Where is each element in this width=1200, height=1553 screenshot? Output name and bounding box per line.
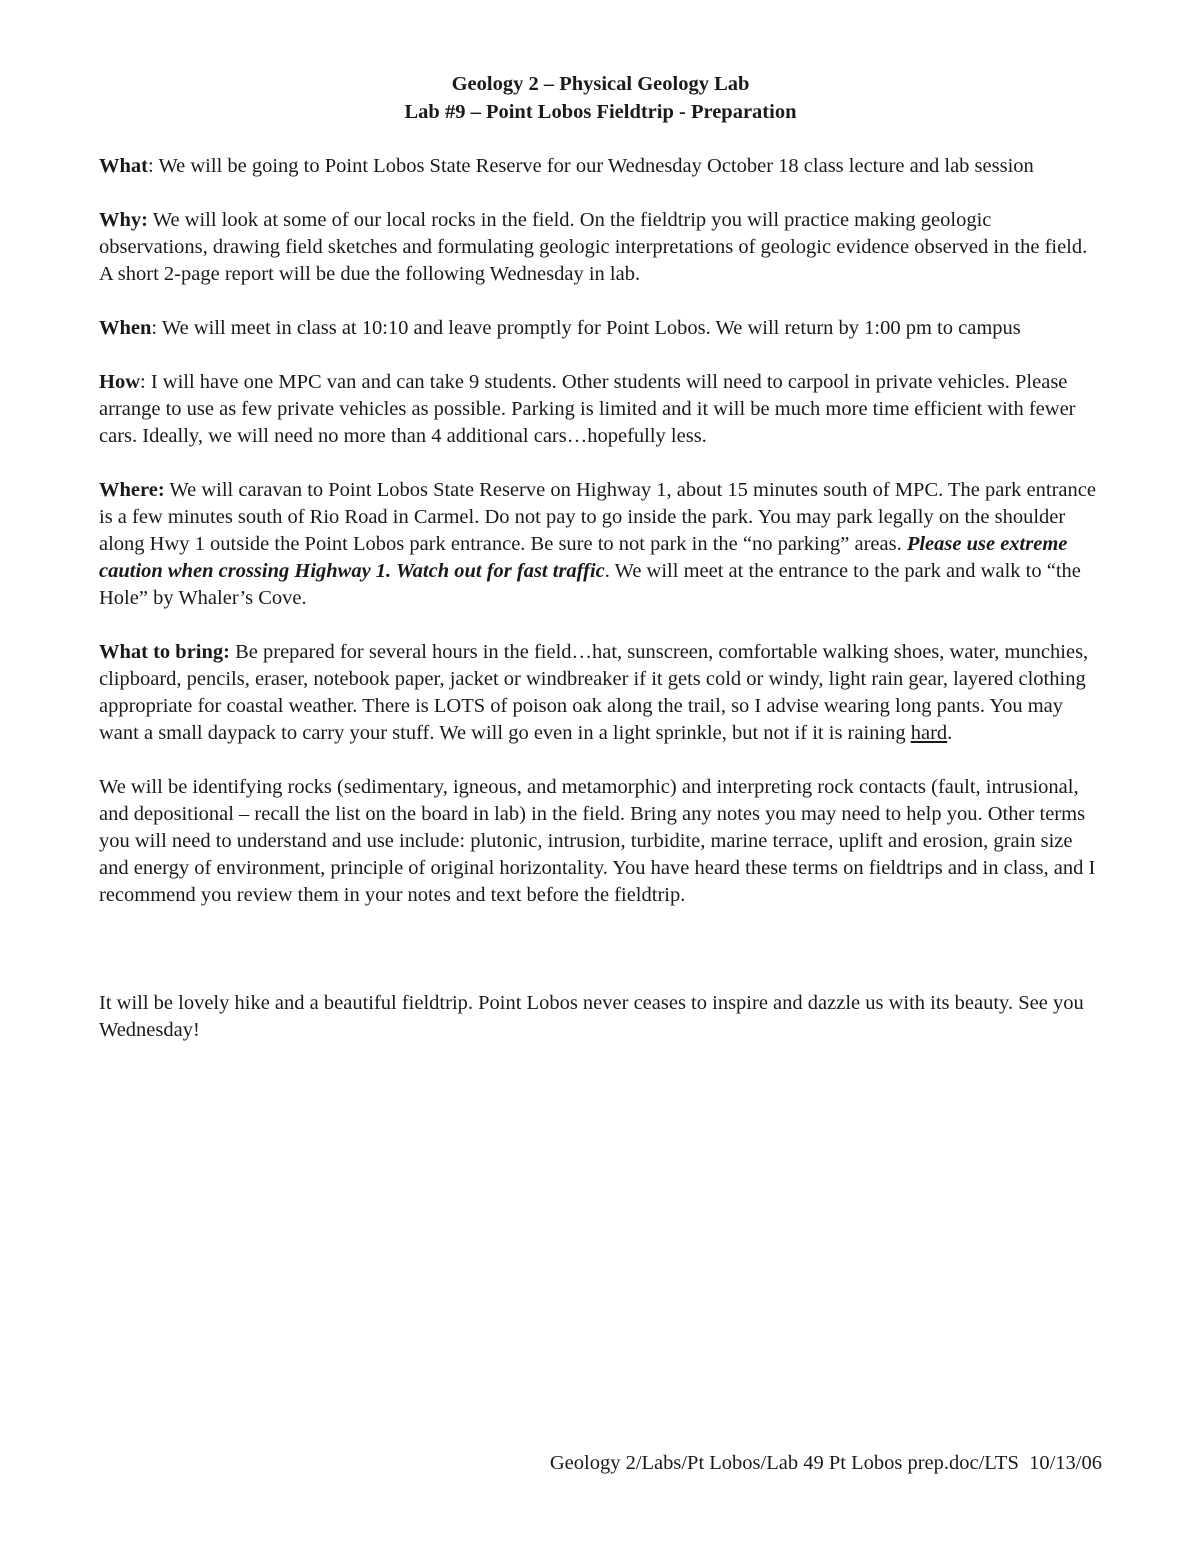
document-footer: Geology 2/Labs/Pt Lobos/Lab 49 Pt Lobos prep.doc/LTS 10/13/06 — [549, 1452, 1102, 1474]
what-label: What — [99, 155, 148, 177]
where-text-after: . We will meet at the entrance to the park and walk to “the Hole” by Whaler’s Cove. — [99, 560, 1081, 609]
how-text: I will have one MPC van and can take 9 students. Other students will need to carpool in private vehicles. Please arrange to use as few private vehicles as possible. Parking is limited and it will be much more time efficient with fewer cars. Ideally, we will need no more than 4 additional cars…hopefully less. — [99, 371, 1076, 447]
why-label: Why: — [99, 209, 148, 231]
where-text-before: We will caravan to Point Lobos State Reserve on Highway 1, about 15 minutes south of MPC. The park entrance is a few minutes south of Rio Road in Carmel. Do not pay to go inside the park. You may park legally on the shoulder along Hwy 1 outside the Point Lobos park entrance. Be sure to not park in the “no parking” areas. — [99, 479, 1096, 555]
bring-underlined-word: hard — [910, 722, 948, 744]
where-label: Where: — [99, 479, 165, 501]
why-paragraph — [99, 207, 1102, 288]
closing-paragraph: It will be lovely hike and a beautiful fieldtrip. Point Lobos never ceases to inspire and dazzle us with its beauty. See you Wednesday! — [99, 992, 1084, 1041]
what-separator: : — [147, 155, 159, 177]
how-paragraph — [99, 369, 1102, 450]
what-text: We will be going to Point Lobos State Reserve for our Wednesday October 18 class lecture and lab session — [158, 155, 1034, 177]
document-title-line-1: Geology 2 – Physical Geology Lab — [451, 73, 750, 95]
how-label: How — [99, 371, 140, 393]
terms-paragraph: We will be identifying rocks (sedimentary, igneous, and metamorphic) and interpreting rock contacts (fault, intrusional, and depositional – recall the list on the board in lab) in the field. Bring any notes you may need to help you. Other terms you will need to understand and use include: plutonic, intrusion, turbidite, marine terrace, uplift and erosion, grain size and energy of environment, principle of original horizontality. You have heard these terms on fieldtrips and in class, and I recommend you review them in your notes and text before the fieldtrip. — [99, 776, 1096, 906]
when-text: We will meet in class at 10:10 and leave promptly for Point Lobos. We will return by 1:00 pm to campus — [161, 317, 1021, 339]
where-paragraph — [99, 477, 1102, 612]
when-paragraph — [99, 315, 1102, 342]
why-text: We will look at some of our local rocks in the field. On the fieldtrip you will practice making geologic observations, drawing field sketches and formulating geologic interpretations of geologic evidence observed in the field. A short 2-page report will be due the following Wednesday in lab. — [99, 209, 1088, 285]
bring-label: What to bring: — [99, 641, 230, 663]
when-label: When — [99, 317, 152, 339]
when-separator: : — [151, 317, 162, 339]
how-separator: : — [140, 371, 151, 393]
document-title-line-2: Lab #9 – Point Lobos Fieldtrip - Preparation — [404, 101, 797, 123]
highway-warning: Please use extreme caution when crossing Highway 1. Watch out for fast traffic — [99, 533, 1068, 582]
bring-text-after: . — [947, 722, 953, 744]
bring-paragraph — [99, 639, 1102, 747]
bring-text-before: Be prepared for several hours in the field…hat, sunscreen, comfortable walking shoes, water, munchies, clipboard, pencils, eraser, notebook paper, jacket or windbreaker if it gets cold or windy, light rain gear, layered clothing appropriate for coastal weather. There is LOTS of poison oak along the trail, so I advise wearing long pants. You may want a small daypack to carry your stuff. We will go even in a light sprinkle, but not if it is raining — [99, 641, 1089, 744]
what-paragraph — [99, 153, 1102, 180]
document-page — [99, 70, 1102, 1044]
